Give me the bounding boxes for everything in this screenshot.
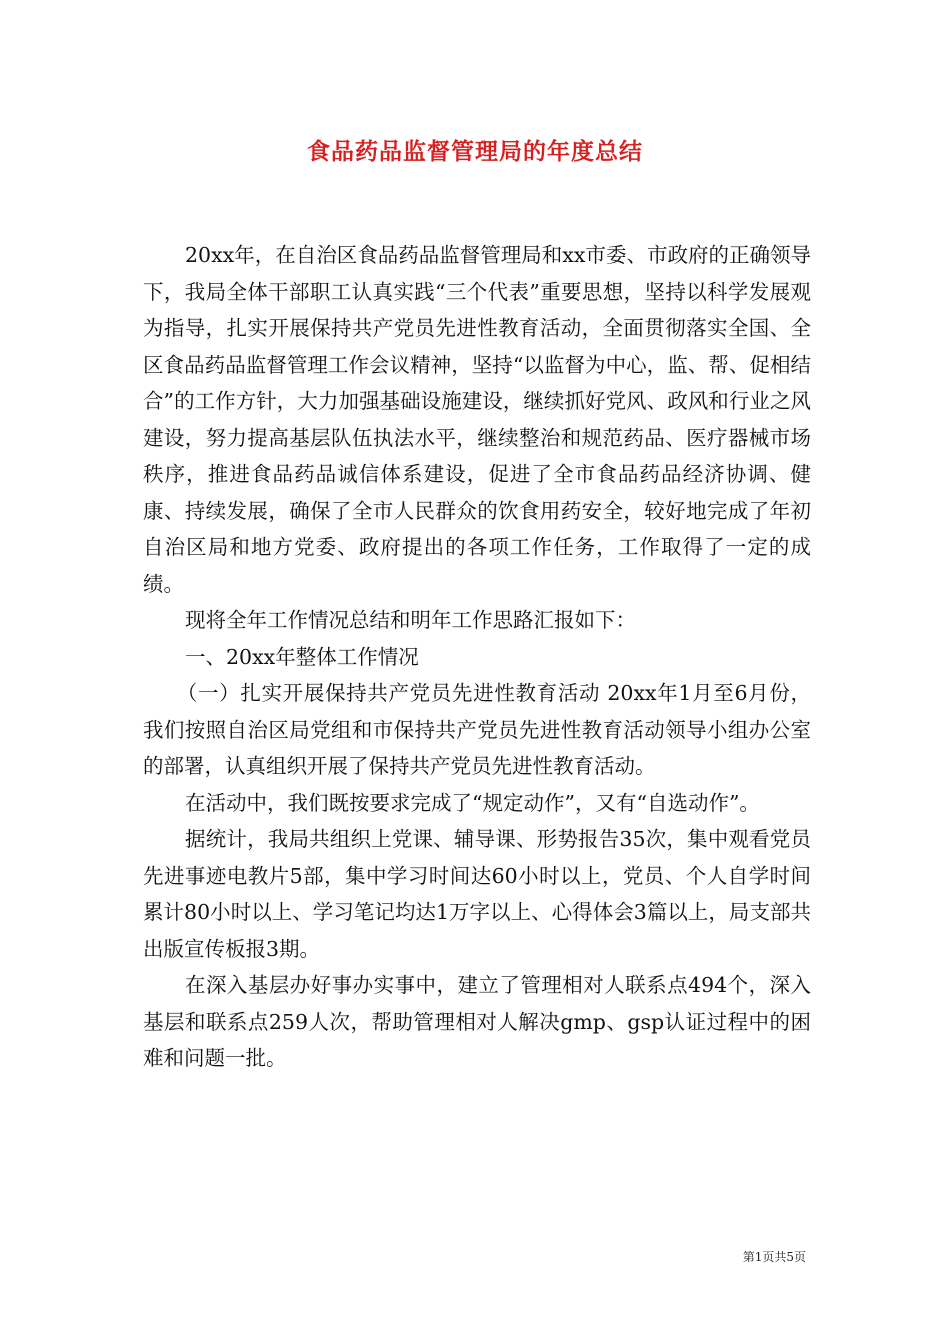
page-number: 第1页共5页 [742, 1250, 806, 1264]
paragraph: 现将全年工作情况总结和明年工作思路汇报如下： [185, 608, 637, 632]
paragraph: 在深入基层办好事办实事中，建立了管理相对人联系点494个，深入基层和联系点259人次，帮助管理相对人解决gmp、gsp认证过程中的困难和问题一批。 [143, 973, 811, 1070]
document-body [143, 237, 811, 1077]
paragraph: 据统计，我局共组织上党课、辅导课、形势报告35次，集中观看党员先进事迹电教片5部，集中学习时间达60小时以上，党员、个人自学时间累计80小时以上、学习笔记均达1万字以上、心得体会3篇以上，局支部共出版宣传板报3期。 [143, 827, 811, 961]
paragraph: 20xx年，在自治区食品药品监督管理局和xx市委、市政府的正确领导下，我局全体干部职工认真实践“三个代表”重要思想，坚持以科学发展观为指导，扎实开展保持共产党员先进性教育活动，全面贯彻落实全国、全区食品药品监督管理工作会议精神，坚持“以监督为中心，监、帮、促相结合”的工作方针，大力加强基础设施建设，继续抓好党风、政风和行业之风建设，努力提高基层队伍执法水平，继续整治和规范药品、医疗器械市场秩序，推进食品药品诚信体系建设，促进了全市食品药品经济协调、健康、持续发展，确保了全市人民群众的饮食用药安全，较好地完成了年初自治区局和地方党委、政府提出的各项工作任务，工作取得了一定的成绩。 [143, 243, 811, 596]
document-title: 食品药品监督管理局的年度总结 [307, 139, 643, 165]
paragraph: （一）扎实开展保持共产党员先进性教育活动 20xx年1月至6月份，我们按照自治区局党组和市保持共产党员先进性教育活动领导小组办公室的部署，认真组织开展了保持共产党员先进性教育活动。 [143, 681, 811, 778]
section-heading: 一、20xx年整体工作情况 [185, 644, 419, 669]
paragraph: 在活动中，我们既按要求完成了“规定动作”，又有“自选动作”。 [185, 790, 760, 815]
